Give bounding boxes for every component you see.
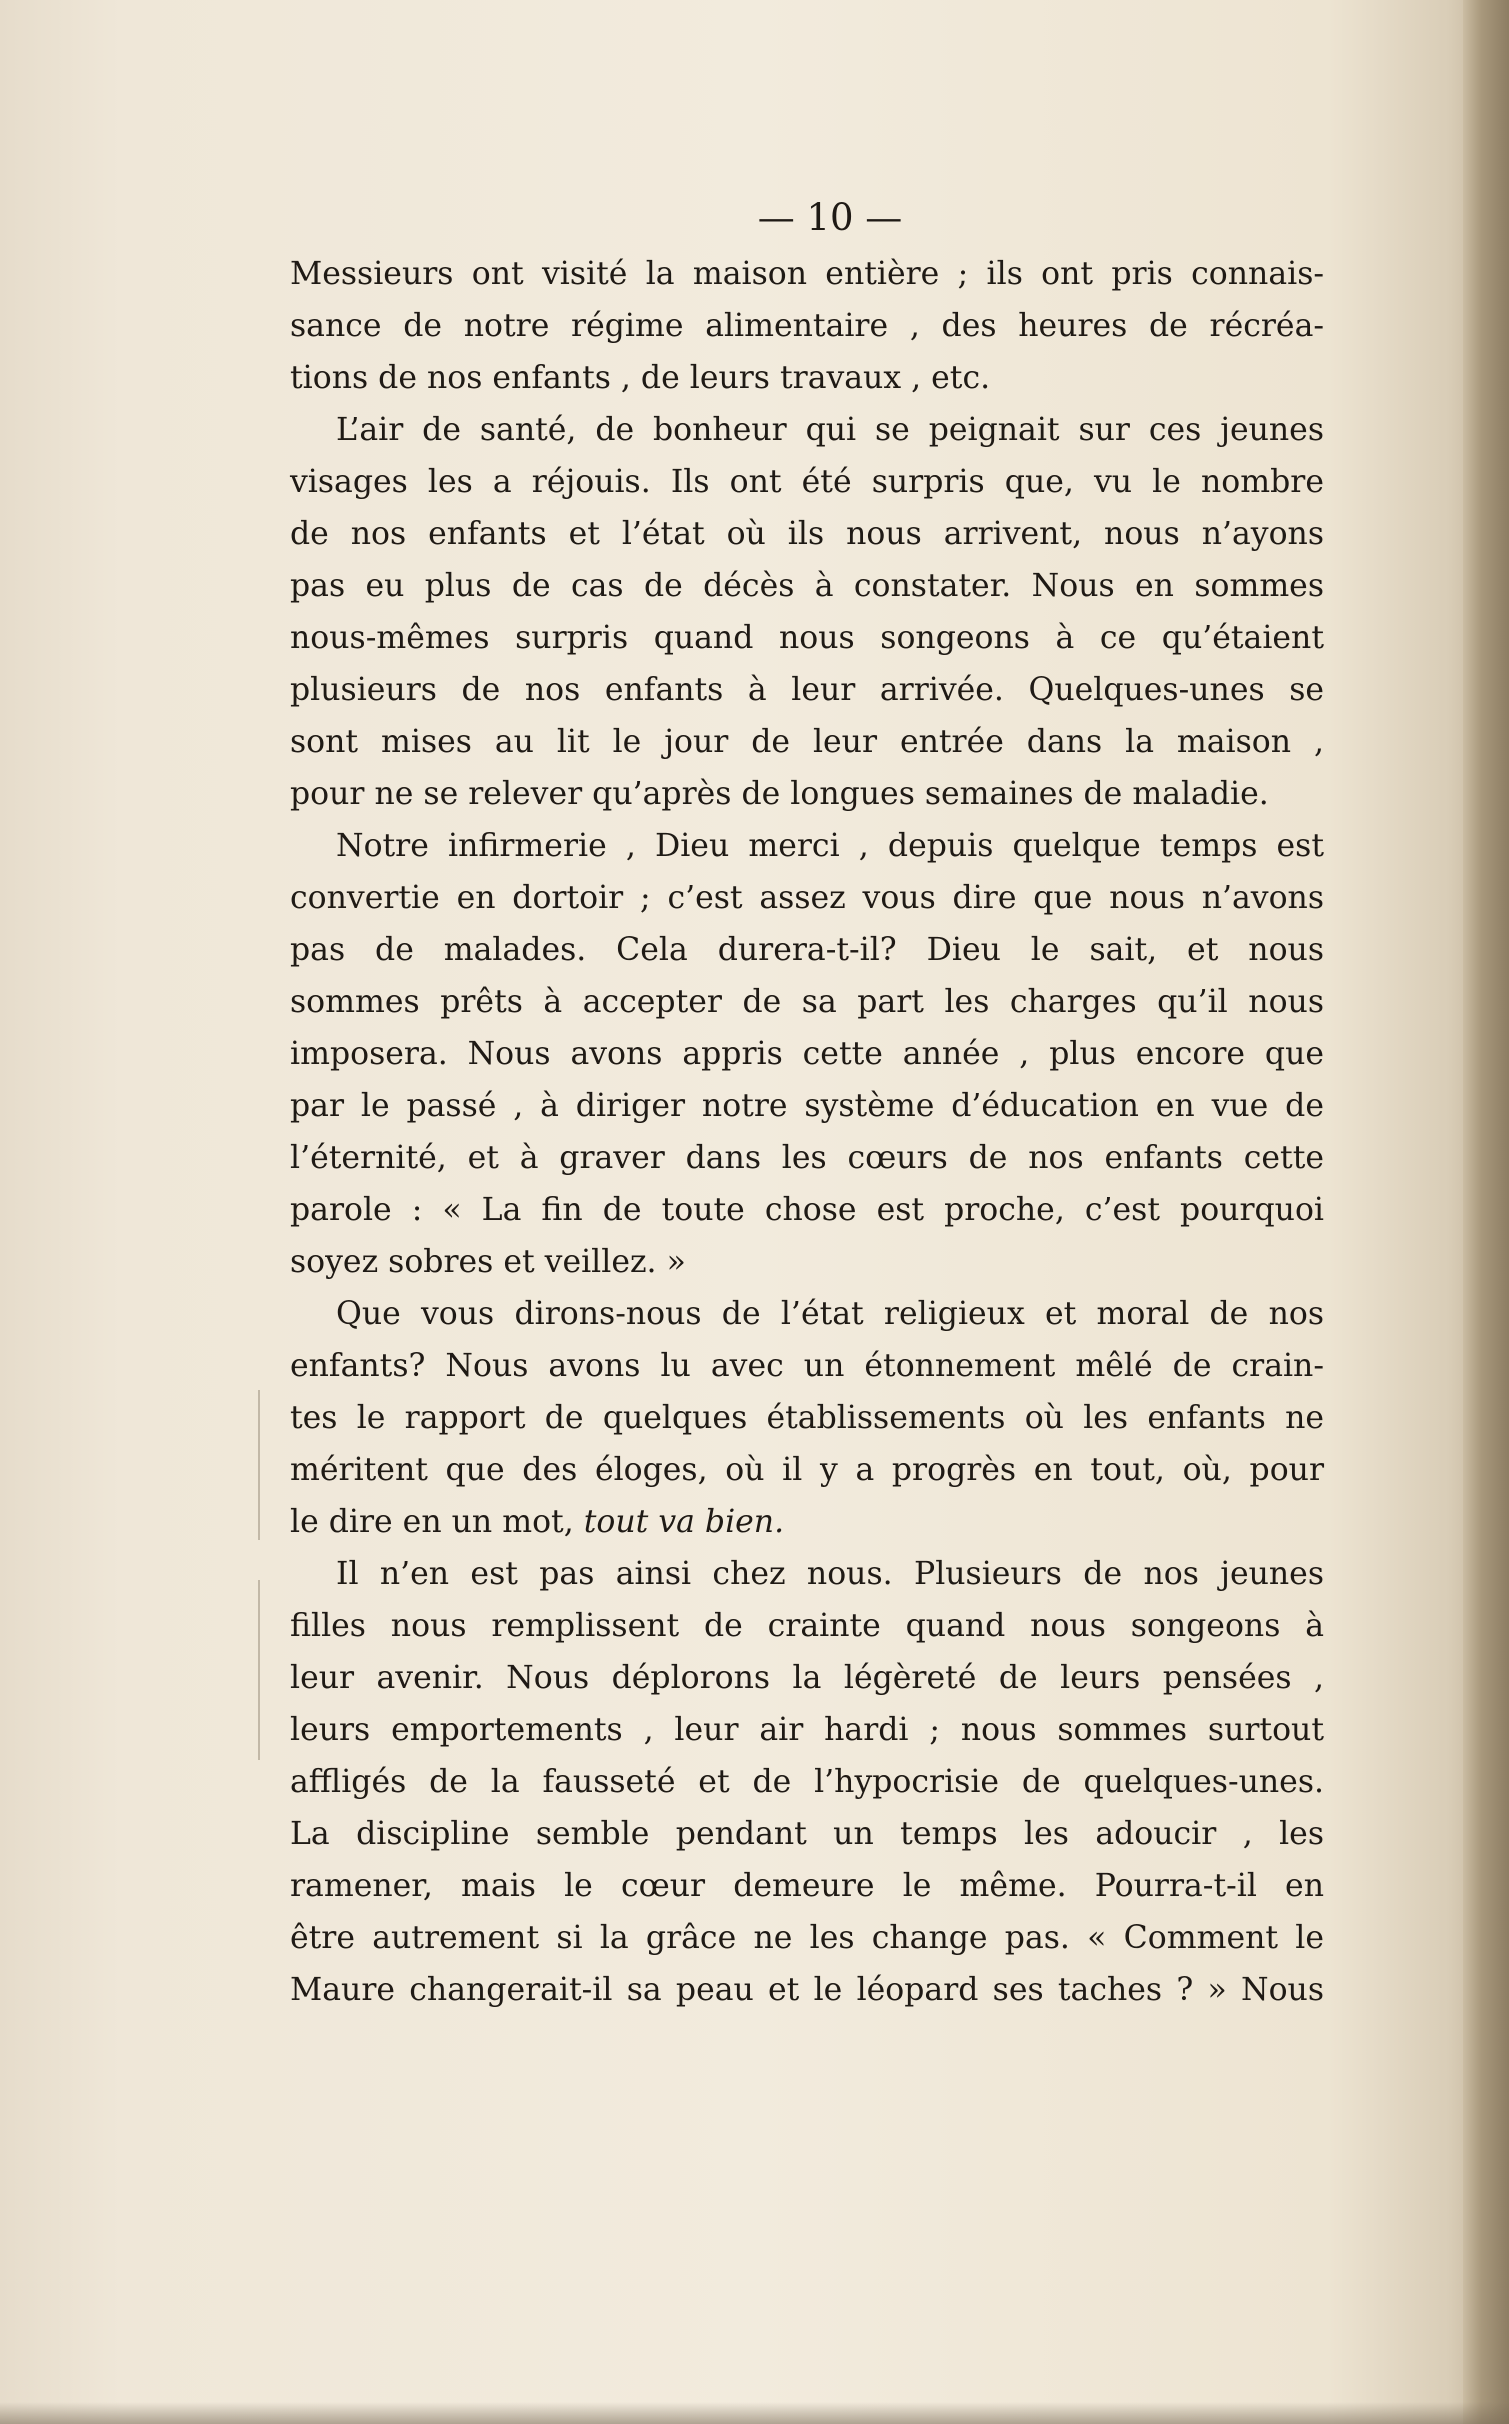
text-line: pour ne se relever qu’après de longues semaines de maladie.	[290, 776, 1269, 812]
text-line: être autrement si la grâce ne les change pas. « Comment le	[290, 1920, 1324, 1956]
text-line: soyez sobres et veillez. »	[290, 1244, 686, 1280]
text-line: nous-mêmes surpris quand nous songeons à ce qu’étaient	[290, 620, 1324, 656]
text-line: enfants? Nous avons lu avec un étonnement mêlé de crain-	[290, 1348, 1324, 1384]
text-line: Messieurs ont visité la maison entière ; ils ont pris connais-	[290, 256, 1324, 292]
text-line: Il n’en est pas ainsi chez nous. Plusieurs de nos jeunes	[336, 1556, 1324, 1592]
text-line	[290, 1496, 1324, 1548]
book-spine-edge	[1463, 0, 1509, 2424]
text-line: visages les a réjouis. Ils ont été surpris que, vu le nombre	[290, 464, 1324, 500]
text-line: leurs emportements , leur air hardi ; nous sommes surtout	[290, 1712, 1324, 1748]
text-line: de nos enfants et l’état où ils nous arrivent, nous n’ayons	[290, 516, 1324, 552]
text-line: filles nous remplissent de crainte quand nous songeons à	[290, 1608, 1324, 1644]
text-line: sance de notre régime alimentaire , des heures de récréa-	[290, 308, 1324, 344]
text-line: sommes prêts à accepter de sa part les charges qu’il nous	[290, 984, 1324, 1020]
page-number: — 10 —	[757, 196, 903, 239]
text-line: méritent que des éloges, où il y a progrès en tout, où, pour	[290, 1452, 1324, 1488]
text-line: tions de nos enfants , de leurs travaux , etc.	[290, 360, 991, 396]
text-line: Que vous dirons-nous de l’état religieux et moral de nos	[336, 1296, 1324, 1332]
text-line: Maure changerait-il sa peau et le léopard ses taches ? » Nous	[290, 1972, 1324, 2008]
text-line: l’éternité, et à graver dans les cœurs de nos enfants cette	[290, 1140, 1324, 1176]
text-line: plusieurs de nos enfants à leur arrivée. Quelques-unes se	[290, 672, 1324, 708]
text-span: le dire en un mot,	[290, 1504, 584, 1540]
italic-phrase: tout va bien.	[583, 1504, 785, 1540]
body-text	[290, 248, 1324, 2016]
text-line: ramener, mais le cœur demeure le même. Pourra-t-il en	[290, 1868, 1324, 1904]
text-line: Notre infirmerie , Dieu merci , depuis quelque temps est	[336, 828, 1324, 864]
margin-pencil-mark	[258, 1390, 268, 1540]
text-line: La discipline semble pendant un temps les adoucir , les	[290, 1816, 1324, 1852]
text-line: imposera. Nous avons appris cette année , plus encore que	[290, 1036, 1324, 1072]
text-line: sont mises au lit le jour de leur entrée dans la maison ,	[290, 724, 1324, 760]
text-line: tes le rapport de quelques établissements où les enfants ne	[290, 1400, 1324, 1436]
text-line: L’air de santé, de bonheur qui se peignait sur ces jeunes	[336, 412, 1324, 448]
text-line: pas de malades. Cela durera-t-il? Dieu le sait, et nous	[290, 932, 1324, 968]
text-line: affligés de la fausseté et de l’hypocrisie de quelques-unes.	[290, 1764, 1324, 1800]
text-line: convertie en dortoir ; c’est assez vous dire que nous n’avons	[290, 880, 1324, 916]
text-line: leur avenir. Nous déplorons la légèreté de leurs pensées ,	[290, 1660, 1324, 1696]
page-bottom-edge	[0, 2402, 1509, 2424]
text-line: parole : « La fin de toute chose est proche, c’est pourquoi	[290, 1192, 1324, 1228]
text-line: pas eu plus de cas de décès à constater. Nous en sommes	[290, 568, 1324, 604]
text-line: par le passé , à diriger notre système d’éducation en vue de	[290, 1088, 1324, 1124]
margin-pencil-mark	[258, 1580, 268, 1760]
